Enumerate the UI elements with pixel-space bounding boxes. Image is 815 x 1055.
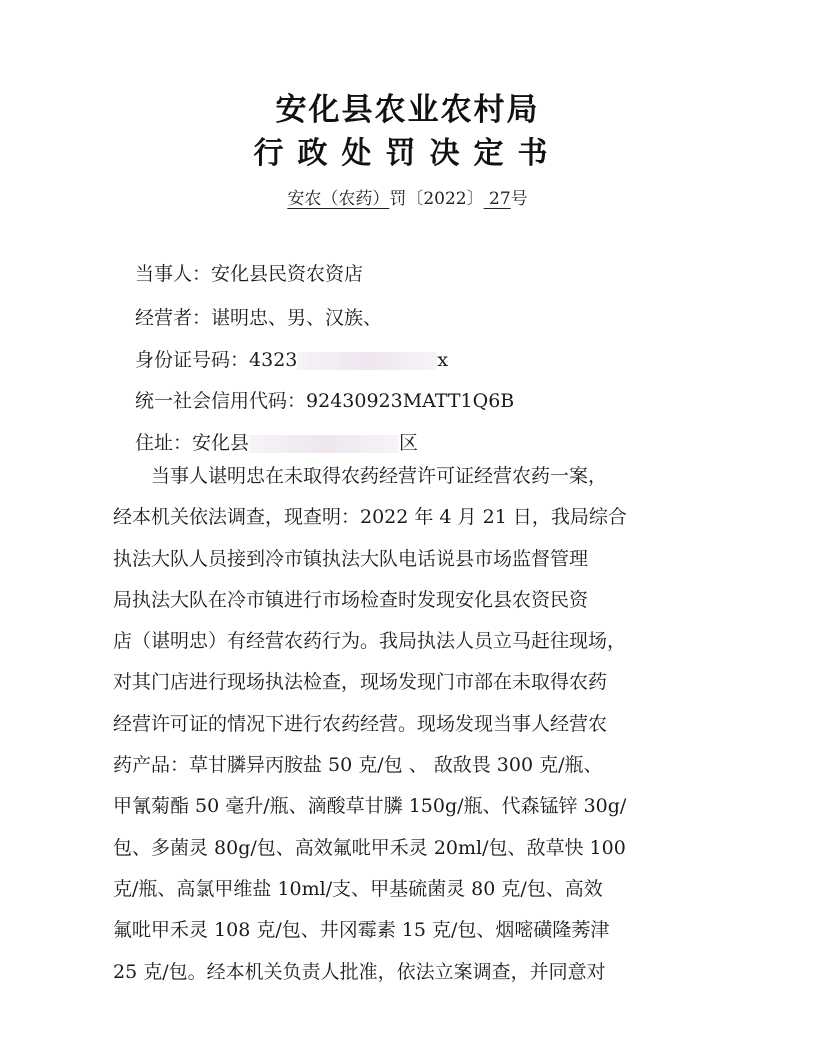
credit-value: 92430923MATT1Q6B — [306, 390, 515, 412]
id-redaction — [297, 352, 437, 370]
address-prefix: 安化县 — [192, 432, 250, 454]
body-line: 25 克/包。经本机关负责人批准，依法立案调查，并同意对 — [113, 960, 606, 983]
party-field — [135, 259, 363, 286]
credit-label: 统一社会信用代码： — [135, 390, 307, 412]
id-suffix: x — [437, 349, 449, 371]
body-line: 对其门店进行现场执法检查，现场发现门市部在未取得农药 — [113, 671, 608, 694]
doc-no-suffix: 号 — [510, 189, 528, 209]
id-prefix: 4323 — [249, 349, 298, 371]
address-field — [135, 428, 418, 455]
operator-label: 经营者： — [135, 307, 212, 329]
id-label: 身份证号码： — [135, 349, 250, 371]
body-line: 包、多菌灵 80g/包、高效氟吡甲禾灵 20ml/包、敌草快 100 — [113, 836, 626, 859]
address-suffix: 区 — [399, 432, 419, 454]
address-redaction — [249, 435, 399, 453]
doc-no-prefix: 安农（农药） — [287, 189, 390, 209]
address-label: 住址： — [135, 432, 193, 454]
party-value: 安化县民资农资店 — [211, 263, 364, 285]
body-line: 执法大队人员接到冷市镇执法大队电话说县市场监督管理 — [113, 547, 589, 570]
body-line: 药产品：草甘膦异丙胺盐 50 克/包 、 敌敌畏 300 克/瓶、 — [113, 754, 603, 777]
operator-value: 谌明忠、男、汉族、 — [211, 307, 383, 329]
operator-field — [135, 303, 382, 330]
body-line: 氟吡甲禾灵 108 克/包、井冈霉素 15 克/包、烟嘧磺隆莠津 — [113, 919, 610, 942]
body-line: 经本机关依法调查，现查明：2022 年 4 月 21 日，我局综合 — [113, 506, 627, 529]
body-line: 当事人谌明忠在未取得农药经营许可证经营农药一案， — [151, 465, 608, 487]
body-line: 店（谌明忠）有经营农药行为。我局执法人员立马赶往现场， — [113, 630, 627, 653]
doc-no-mid: 罚〔2022〕 — [389, 189, 484, 209]
party-label: 当事人： — [135, 263, 212, 285]
body-line: 克/瓶、高氯甲维盐 10ml/支、甲基硫菌灵 80 克/包、高效 — [113, 877, 603, 900]
body-paragraph — [113, 456, 673, 993]
document-number — [0, 184, 815, 209]
body-line: 局执法大队在冷市镇进行市场检查时发现安化县农资民资 — [113, 588, 589, 611]
doc-no-number: 27 — [489, 189, 511, 209]
id-number-field — [135, 345, 448, 372]
credit-code-field — [135, 386, 514, 413]
body-line: 甲氰菊酯 50 毫升/瓶、滴酸草甘膦 150g/瓶、代森锰锌 30g/ — [113, 795, 627, 818]
document-type-title: 行政处罚决定书 — [253, 136, 562, 171]
body-line: 经营许可证的情况下进行农药经营。现场发现当事人经营农 — [113, 712, 608, 735]
agency-title: 安化县农业农村局 — [275, 92, 540, 128]
